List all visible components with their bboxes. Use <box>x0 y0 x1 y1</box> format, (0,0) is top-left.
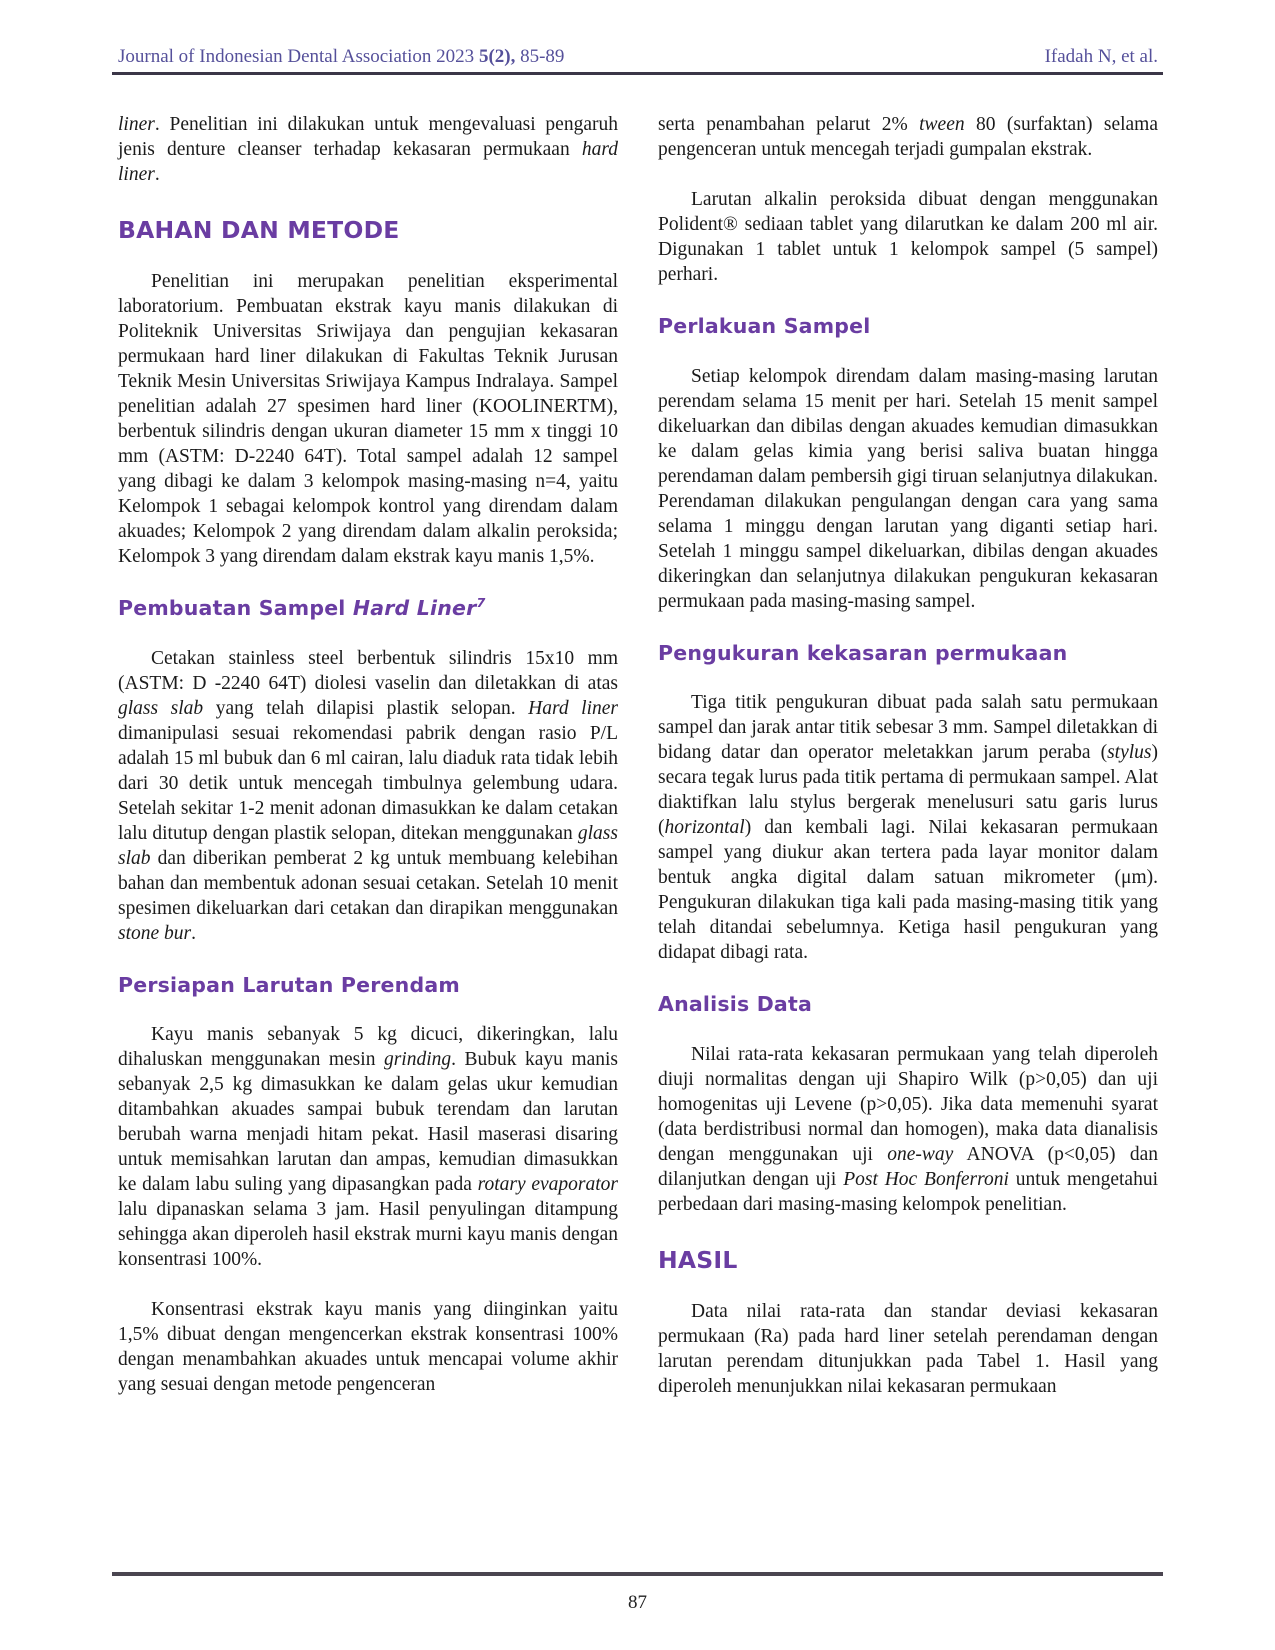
body-paragraph <box>658 1299 1158 1399</box>
right-column <box>658 112 1158 1399</box>
subsection-heading <box>658 315 1158 339</box>
text-run: Nilai rata-rata kekasaran permukaan yang telah diperoleh diuji normalitas dengan uji Shapiro Wilk (p>0,05) dan uji homogenitas uji Levene (p>0,05). Jika data memenuhi syarat (data berdistribusi normal dan homogen), maka data dianalisis dengan menggunakan uji <box>658 1043 1158 1165</box>
body-paragraph <box>118 269 618 569</box>
body-paragraph <box>658 1042 1158 1217</box>
italic-run: rotary evaporator <box>477 1174 619 1196</box>
footer-rule <box>112 1572 1163 1576</box>
header-rule <box>112 72 1163 75</box>
italic-run: liner <box>118 114 155 135</box>
journal-pages: 85-89 <box>515 46 565 67</box>
text-run: BAHAN DAN METODE <box>118 216 400 244</box>
italic-run: 7 <box>476 595 486 611</box>
journal-issue: 5(2), <box>478 46 516 67</box>
section-heading <box>658 1247 1158 1274</box>
italic-run: grinding <box>383 1049 452 1071</box>
body-paragraph <box>118 1022 618 1272</box>
body-paragraph <box>118 646 618 946</box>
left-column <box>118 112 618 1399</box>
body-paragraph <box>658 112 1158 162</box>
text-run: . <box>191 922 196 944</box>
page-number: 87 <box>628 1592 647 1613</box>
text-run: Konsentrasi ekstrak kayu manis yang diinginkan yaitu 1,5% dibuat dengan mengencerkan ekstrak konsentrasi 100% dengan menambahkan akuades untuk mencapai volume akhir yang sesuai dengan metode pengenceran <box>118 1299 618 1396</box>
subsection-heading <box>118 597 618 621</box>
italic-run: one-way <box>887 1143 954 1165</box>
page-footer <box>0 1592 1275 1614</box>
text-run: HASIL <box>658 1245 738 1274</box>
section-heading <box>118 217 618 244</box>
body-paragraph <box>118 1297 618 1397</box>
text-run: Analisis Data <box>658 992 812 1017</box>
text-run: . Bubuk kayu manis sebanyak 2,5 kg dimasukkan ke dalam gelas ukur kemudian ditambahkan akuades sampai bubuk terendam dan larutan berubah warna menjadi hitam pekat. Hasil maserasi disaring untuk memisahkan larutan dan ampas, kemudian dimasukkan ke dalam labu suling yang dipasangkan pada <box>118 1049 618 1196</box>
two-column-body <box>118 112 1158 1399</box>
journal-citation-pre: Journal of Indonesian Dental Association 2023 <box>118 46 479 67</box>
body-paragraph <box>658 690 1158 965</box>
text-run: Data nilai rata-rata dan standar deviasi kekasaran permukaan (Ra) pada hard liner setelah perendaman dengan larutan perendam ditunjukkan pada Tabel 1. Hasil yang diperoleh menunjukkan nilai kekasaran permukaan <box>658 1300 1158 1397</box>
italic-run: Hard liner <box>528 697 619 719</box>
italic-run: stone bur <box>118 922 192 944</box>
running-author: Ifadah N, et al. <box>1044 46 1158 67</box>
text-run: Cetakan stainless steel berbentuk silindris 15x10 mm (ASTM: D -2240 64T) diolesi vaselin dan diletakkan di atas <box>118 647 618 694</box>
text-run: 80 (surfaktan) selama pengenceran untuk mencegah terjadi gumpalan ekstrak. <box>658 114 1158 160</box>
subsection-heading <box>658 993 1158 1017</box>
italic-run: tween <box>919 114 965 135</box>
text-run: untuk mengetahui perbedaan dari masing-masing kelompok penelitian. <box>658 1168 1158 1215</box>
text-run: dan diberikan pemberat 2 kg untuk membuang kelebihan bahan dan membentuk adonan sesuai cetakan. Setelah 10 menit spesimen dikeluarkan dari cetakan dan dirapikan menggunakan <box>118 847 618 919</box>
body-paragraph <box>658 187 1158 287</box>
page-header <box>118 46 1158 68</box>
text-run: Setiap kelompok direndam dalam masing-masing larutan perendam selama 15 menit per hari. Setelah 15 menit sampel dikeluarkan dan dibilas dengan akuades kemudian dimasukkan ke dalam gelas kimia yang berisi saliva buatan hingga perendaman dalam pembersih gigi tiruan selanjutnya dilakukan. Perendaman dilakukan pengulangan dengan cara yang sama selama 1 minggu dengan larutan yang diganti setiap hari. Setelah 1 minggu sampel dikeluarkan, dibilas dengan akuades dikeringkan dan selanjutnya dilakukan pengukuran kekasaran permukaan pada masing-masing sampel. <box>658 365 1158 612</box>
italic-run: glass slab <box>118 822 618 869</box>
text-run: lalu dipanaskan selama 3 jam. Hasil penyulingan ditampung sehingga akan diperoleh hasil ekstrak murni kayu manis dengan konsentrasi 100%. <box>118 1199 618 1271</box>
text-run: Persiapan Larutan Perendam <box>118 972 460 997</box>
subsection-heading <box>658 642 1158 666</box>
body-paragraph <box>658 364 1158 614</box>
italic-run: horizontal <box>664 817 745 839</box>
italic-run: stylus <box>1107 742 1152 764</box>
journal-citation <box>118 46 564 68</box>
text-run: serta penambahan pelarut 2% <box>658 114 920 135</box>
italic-run: hard liner <box>118 139 618 185</box>
text-run: Perlakuan Sampel <box>658 314 871 338</box>
body-paragraph <box>118 112 618 187</box>
text-run: . Penelitian ini dilakukan untuk mengevaluasi pengaruh jenis denture cleanser terhadap kekasaran permukaan <box>118 114 618 160</box>
text-run: ) secara tegak lurus pada titik pertama di permukaan sampel. Alat diaktifkan lalu stylus bergerak menelusuri satu garis lurus ( <box>658 742 1158 839</box>
text-run: ) dan kembali lagi. Nilai kekasaran permukaan sampel yang diukur akan tertera pada layar monitor dalam bentuk angka digital dalam satuan mikrometer (μm). Pengukuran dilakukan tiga kali pada masing-masing titik yang telah ditandai sebelumnya. Ketiga hasil pengukuran yang didapat dibagi rata. <box>658 817 1158 964</box>
text-run: Penelitian ini merupakan penelitian eksperimental laboratorium. Pembuatan ekstrak kayu manis dilakukan di Politeknik Universitas Sriwijaya dan pengujian kekasaran permukaan hard liner dilakukan di Fakultas Teknik Jurusan Teknik Mesin Universitas Sriwijaya Kampus Indralaya. Sampel penelitian adalah 27 spesimen hard liner (KOOLINERTM), berbentuk silindris dengan ukuran diameter 15 mm x tinggi 10 mm (ASTM: D-2240 64T). Total sampel adalah 12 sampel yang dibagi ke dalam 3 kelompok masing-masing n=4, yaitu Kelompok 1 sebagai kelompok kontrol yang direndam dalam akuades; Kelompok 2 yang direndam dalam alkalin peroksida; Kelompok 3 yang direndam dalam ekstrak kayu manis 1,5%. <box>118 271 618 568</box>
text-run: Larutan alkalin peroksida dibuat dengan menggunakan Polident® sediaan tablet yang dilarutkan ke dalam 200 ml air. Digunakan 1 tablet untuk 1 kelompok sampel (5 sampel) perhari. <box>658 189 1158 285</box>
italic-run: Hard Liner <box>352 596 477 621</box>
subsection-heading <box>118 974 618 998</box>
text-run: Kayu manis sebanyak 5 kg dicuci, dikeringkan, lalu dihaluskan menggunakan mesin <box>118 1024 618 1071</box>
italic-run: Post Hoc Bonferroni <box>843 1168 1009 1190</box>
text-run: dimanipulasi sesuai rekomendasi pabrik dengan rasio P/L adalah 15 ml bubuk dan 6 ml cairan, lalu diaduk rata tidak lebih dari 30 detik untuk mencegah timbulnya gelembung udara. Setelah sekitar 1-2 menit adonan dimasukkan ke dalam cetakan lalu ditutup dengan plastik selopan, ditekan menggunakan <box>118 722 618 844</box>
text-run: ANOVA (p<0,05) dan dilanjutkan dengan uji <box>658 1143 1159 1190</box>
text-run: Pembuatan Sampel <box>118 596 353 621</box>
text-run: . <box>154 164 160 185</box>
text-run: Pengukuran kekasaran permukaan <box>658 640 1068 665</box>
text-run: yang telah dilapisi plastik selopan. <box>203 697 529 719</box>
text-run: Tiga titik pengukuran dibuat pada salah satu permukaan sampel dan jarak antar titik sebesar 3 mm. Sampel diletakkan di bidang datar dan operator meletakkan jarum peraba ( <box>658 692 1158 764</box>
italic-run: glass slab <box>118 697 204 719</box>
